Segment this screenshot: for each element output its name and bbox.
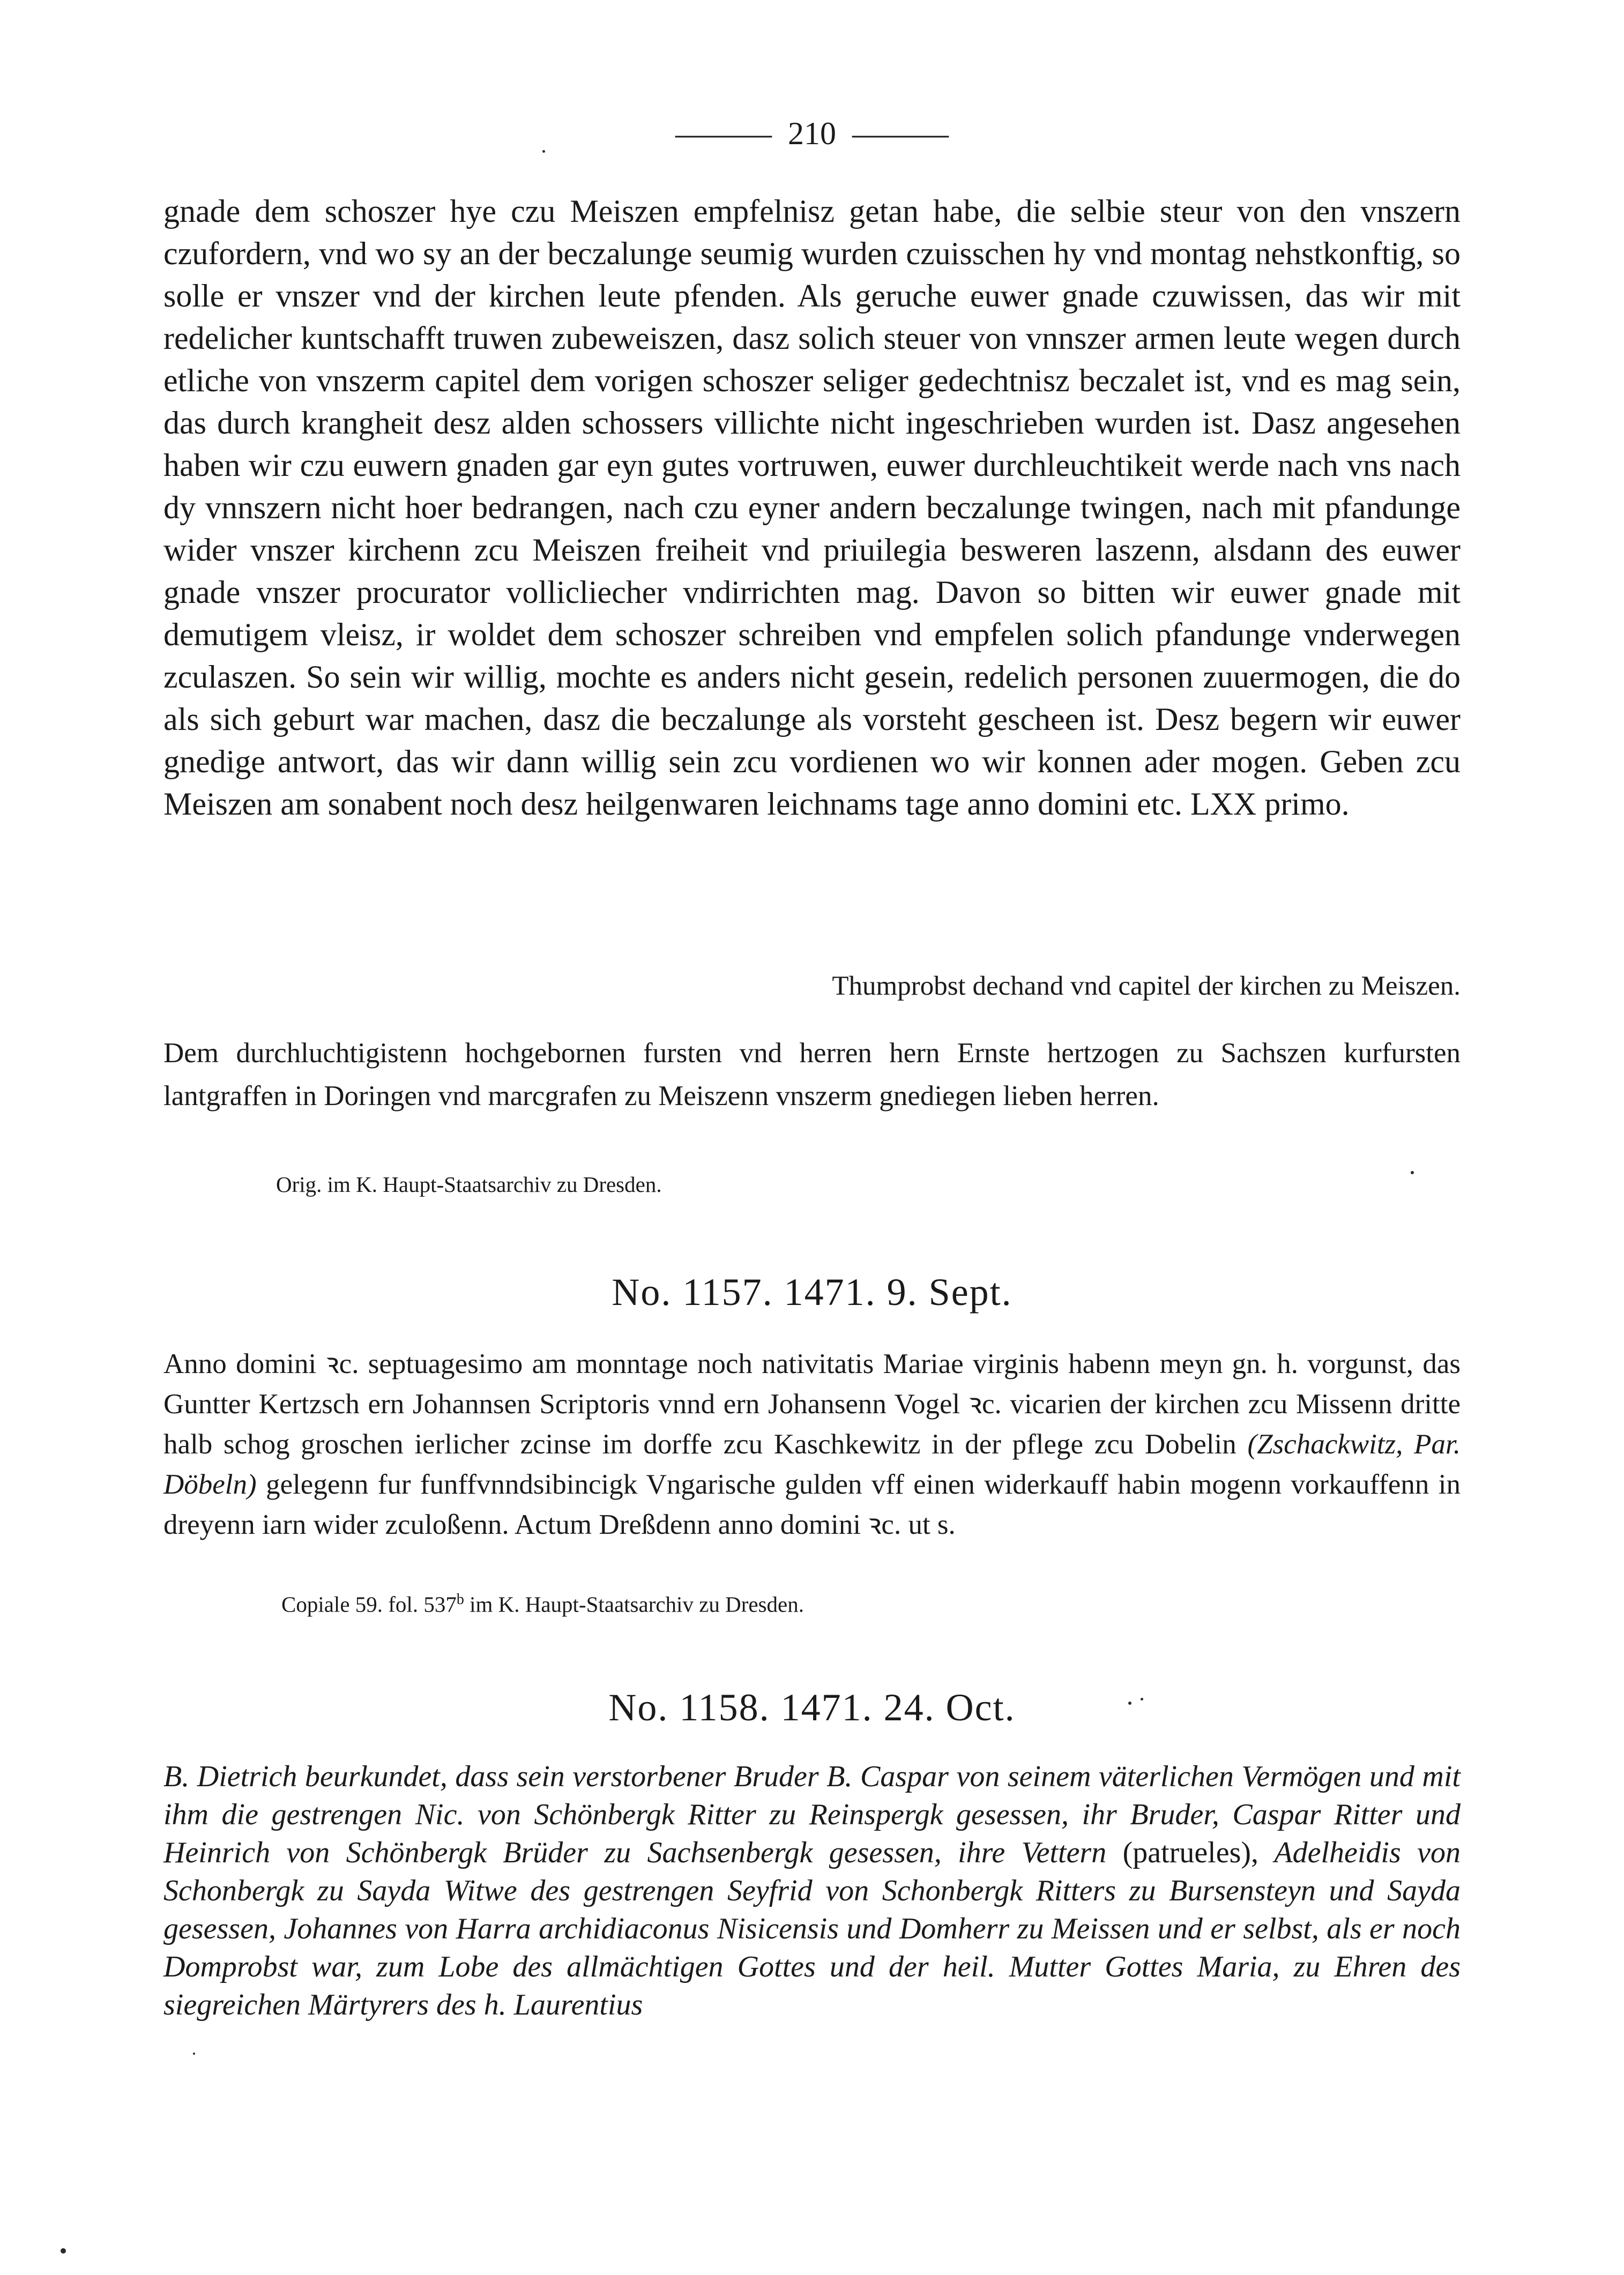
letter-body-text: gnade dem schoszer hye czu Meiszen empfelnisz getan habe, die selbie steur von den vnszern czufordern, vnd wo sy an der beczalunge seumig wurden czuisschen hy vnd montag nehstkonftig, so solle er vnszer vnd der kirchen leute pfenden. Als geruche euwer gnade czuwissen, das wir mit redelicher kuntschafft truwen zubeweiszen, dasz solich steuer von vnnszer armen leute wegen durch etliche von vnszerm capitel dem vorigen schoszer seliger gedechtnisz beczalet ist, vnd es mag sein, das durch krangheit desz alden schossers villichte nicht ingeschrieben wurden ist. Dasz angesehen haben wir czu euwern gnaden gar eyn gutes vortruwen, euwer durchleuchtikeit werde nach vns nach dy vnnszern nicht hoer bedrangen, nach czu eyner andern beczalunge twingen, nach mit pfandunge wider vnszer kirchenn zcu Meiszen freiheit vnd priuilegia besweren laszenn, alsdann des euwer gnade vnszer procurator vollicliecher vndirrichten mag. Davon so bitten wir euwer gnade mit demutigem vleisz, ir woldet dem schoszer schreiben vnd empfelen solich pfandunge vnderwegen zculaszen. So sein wir willig, mochte es anders nicht gesein, redelich personen zuuermogen, die do als sich geburt war machen, dasz die beczalunge als vorsteht gescheen ist. Desz begern wir euwer gnedige antwort, das wir dann willig sein zcu vordienen wo wir konnen ader mogen. Geben zcu Meiszen am sonabent noch desz heilgenwaren leichnams tage anno domini etc. LXX primo.	[163, 193, 1461, 822]
entry-text-1158	[163, 1758, 1461, 2024]
speck-mark	[193, 2053, 195, 2055]
speck-mark	[1411, 1171, 1414, 1174]
letter-source-note: Orig. im K. Haupt-Staatsarchiv zu Dresden.	[276, 1172, 662, 1197]
entry-1158-text-part2: Adelheidis von Schonbergk zu Sayda Witwe des gestrengen Seyfrid von Schonbergk Ritters zu Bursensteyn und Sayda gesessen, Johannes von Harra archidiaconus Nisicensis und Domherr zu Meissen und er selbst, als er noch Domprobst war, zum Lobe des allmächtigen Gottes und der heil. Mutter Gottes Maria, zu Ehren des siegreichen Märtyrers des h. Laurentius	[163, 1836, 1461, 2022]
entry-1157-text-before: Anno domini ꝛc. septuagesimo am monntage noch nativitatis Mariae virginis habenn meyn gn. h. vorgunst, das Guntter Kertzsch ern Johannsen Scriptoris vnnd ern Johansenn Vogel ꝛc. vicarien der kirchen zcu Missenn dritte halb schog groschen ierlicher zcinse im dorffe zcu Kaschkewitz in der pflege zcu Dobelin	[163, 1348, 1461, 1460]
source-1157-superscript: b	[456, 1591, 464, 1608]
letter-address	[163, 1032, 1461, 1117]
entry-1158-text-part1: B. Dietrich beurkundet, dass sein verstorbener Bruder B. Caspar von seinem väterlichen Vermögen und mit ihm die gestrengen Nic. von Schönbergk Ritter zu Reinspergk gesessen, ihr Bruder, Caspar Ritter und Heinrich von Schönbergk Brüder zu Sachsenbergk gesessen, ihre Vettern	[163, 1760, 1461, 1869]
page-number: 210	[788, 116, 836, 151]
page-number-dash-left: ———	[675, 116, 772, 151]
letter-signature: Thumprobst dechand vnd capitel der kirchen zu Meiszen.	[832, 971, 1461, 1001]
entry-1158-roman-word: (patrueles),	[1122, 1836, 1259, 1869]
entry-text-1157	[163, 1344, 1461, 1545]
speck-mark	[1128, 1702, 1131, 1705]
page-number-line	[0, 115, 1624, 152]
entry-1157-source-note	[281, 1584, 1461, 1621]
page-number-dash-right: ———	[852, 116, 949, 151]
entry-1157-place-note: (Zschackwitz, Par. Döbeln)	[163, 1429, 1461, 1500]
entry-heading-1158: No. 1158. 1471. 24. Oct.	[608, 1686, 1016, 1729]
speck-mark	[61, 2248, 66, 2254]
entry-1157-text-after: gelegenn fur funffvnndsibincigk Vngarische gulden vff einen widerkauff habin mogenn vorkauffenn in dreyenn iarn wider zculoßenn. Actum Dreßdenn anno domini ꝛc. ut s.	[163, 1469, 1461, 1540]
speck-mark	[542, 150, 545, 153]
entry-heading-1157: No. 1157. 1471. 9. Sept.	[612, 1271, 1012, 1314]
source-1157-archive: im K. Haupt-Staatsarchiv zu Dresden.	[464, 1592, 804, 1617]
letter-address-text: Dem durchluchtigistenn hochgebornen fursten vnd herren hern Ernste hertzogen zu Sachszen kurfursten lantgraffen in Doringen vnd marcgrafen zu Meiszenn vnszerm gnediegen lieben herren.	[163, 1038, 1461, 1112]
speck-mark	[1141, 1698, 1143, 1700]
source-1157-main: Copiale 59. fol. 537	[281, 1592, 457, 1617]
